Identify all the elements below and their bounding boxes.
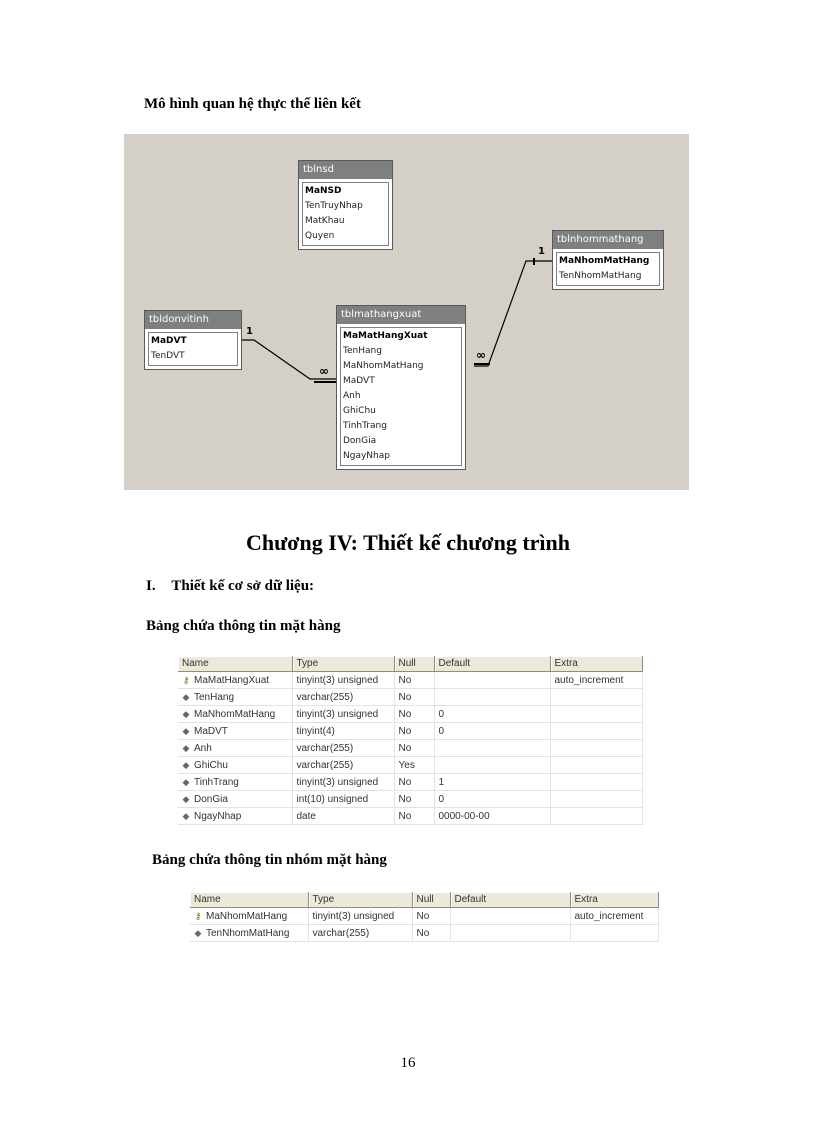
cell-name [190, 925, 308, 942]
cell-default [450, 925, 570, 942]
col-header-default[interactable]: Default [434, 656, 550, 672]
cell-type: tinyint(3) unsigned [292, 672, 394, 689]
field-name: MaMatHangXuat [194, 674, 270, 686]
entity-field: MaMatHangXuat [343, 331, 428, 341]
field-name: Anh [194, 742, 212, 754]
col-header-null[interactable]: Null [394, 656, 434, 672]
entity-field: Quyen [305, 231, 335, 241]
table-row[interactable] [190, 908, 658, 925]
field-name: MaDVT [194, 725, 228, 737]
cell-name [178, 791, 292, 808]
col-header-name[interactable]: Name [178, 656, 292, 672]
entity-field: MaNhomMatHang [343, 361, 424, 371]
cell-extra [550, 740, 642, 757]
cell-default: 1 [434, 774, 550, 791]
cell-null: No [394, 672, 434, 689]
cell-default: 0 [434, 723, 550, 740]
cell-name [190, 908, 308, 925]
cell-type: varchar(255) [292, 740, 394, 757]
key-icon: ⚷ [194, 910, 202, 921]
entity-tblnsd[interactable] [298, 160, 393, 250]
cell-type: date [292, 808, 394, 825]
col-header-name[interactable]: Name [190, 892, 308, 908]
field-icon: ◆ [182, 742, 190, 753]
table-header-row [190, 892, 658, 908]
entity-field: MaNhomMatHang [559, 256, 650, 266]
card-many-dvt: ∞ [319, 364, 329, 378]
cell-type: tinyint(3) unsigned [292, 774, 394, 791]
section-number: I. [146, 578, 156, 594]
col-header-extra[interactable]: Extra [570, 892, 658, 908]
cell-type: tinyint(4) [292, 723, 394, 740]
cell-type: varchar(255) [292, 689, 394, 706]
entity-field-list [556, 252, 660, 286]
col-header-type[interactable]: Type [292, 656, 394, 672]
entity-field: TenDVT [151, 351, 185, 361]
field-icon: ◆ [182, 708, 190, 719]
cell-default: 0 [434, 706, 550, 723]
card-one-dvt: 1 [246, 326, 253, 337]
entity-title: tblnhommathang [553, 231, 663, 249]
key-icon: ⚷ [182, 674, 190, 685]
cell-extra: auto_increment [550, 672, 642, 689]
entity-field: TenNhomMatHang [559, 271, 642, 281]
entity-field: MatKhau [305, 216, 345, 226]
chapter-title: Chương IV: Thiết kế chương trình [245, 530, 570, 555]
entity-field: GhiChu [343, 406, 376, 416]
cell-extra [550, 808, 642, 825]
field-icon: ◆ [194, 927, 202, 938]
entity-tbldonvitinh[interactable] [144, 310, 242, 370]
table-row[interactable] [178, 757, 642, 774]
table-row[interactable] [178, 723, 642, 740]
cell-null: Yes [394, 757, 434, 774]
cell-name [178, 774, 292, 791]
field-icon: ◆ [182, 810, 190, 821]
page-number: 16 [400, 1055, 416, 1071]
table-row[interactable] [178, 672, 642, 689]
cell-extra [570, 925, 658, 942]
cell-null: No [394, 689, 434, 706]
table-row[interactable] [178, 706, 642, 723]
entity-field-list [148, 332, 238, 366]
field-name: TinhTrang [194, 776, 239, 788]
cell-name [178, 740, 292, 757]
cell-type: tinyint(3) unsigned [308, 908, 412, 925]
section-heading [146, 578, 314, 595]
card-many-nhom: ∞ [476, 348, 486, 362]
table1-caption: Bảng chứa thông tin mặt hàng [146, 618, 341, 634]
cell-null: No [394, 791, 434, 808]
entity-field-list [302, 182, 389, 246]
table2-caption: Bảng chứa thông tin nhóm mặt hàng [152, 852, 387, 868]
er-diagram [124, 134, 689, 490]
table-row[interactable] [178, 791, 642, 808]
cell-default: 0000-00-00 [434, 808, 550, 825]
col-header-extra[interactable]: Extra [550, 656, 642, 672]
col-header-default[interactable]: Default [450, 892, 570, 908]
col-header-type[interactable]: Type [308, 892, 412, 908]
section-title: Thiết kế cơ sở dữ liệu: [171, 578, 315, 594]
cell-name [178, 808, 292, 825]
entity-field: MaDVT [343, 376, 375, 386]
field-icon: ◆ [182, 759, 190, 770]
cell-null: No [394, 774, 434, 791]
cell-default [450, 908, 570, 925]
cell-extra [550, 757, 642, 774]
field-icon: ◆ [182, 691, 190, 702]
cell-name [178, 757, 292, 774]
card-one-nhom: 1 [538, 246, 545, 257]
cell-type: tinyint(3) unsigned [292, 706, 394, 723]
table-header-row [178, 656, 642, 672]
entity-field: DonGia [343, 436, 377, 446]
cell-null: No [394, 740, 434, 757]
table-nhommathang-structure [190, 892, 659, 942]
field-name: TenHang [194, 691, 235, 703]
cell-name [178, 689, 292, 706]
entity-tblnhommathang[interactable] [552, 230, 664, 290]
cell-extra: auto_increment [570, 908, 658, 925]
entity-field: TenHang [343, 346, 382, 356]
cell-null: No [394, 723, 434, 740]
col-header-null[interactable]: Null [412, 892, 450, 908]
cell-type: varchar(255) [308, 925, 412, 942]
entity-field: NgayNhap [343, 451, 390, 461]
cell-null: No [394, 706, 434, 723]
field-name: NgayNhap [194, 810, 242, 822]
field-name: MaNhomMatHang [206, 910, 288, 922]
er-heading: Mô hình quan hệ thực thể liên kết [144, 96, 361, 112]
entity-field: MaDVT [151, 336, 187, 346]
field-icon: ◆ [182, 725, 190, 736]
entity-title: tblmathangxuat [337, 306, 465, 324]
table-row[interactable] [190, 925, 658, 942]
entity-title: tbldonvitinh [145, 311, 241, 329]
cell-default [434, 672, 550, 689]
cell-null: No [394, 808, 434, 825]
cell-default [434, 757, 550, 774]
entity-tblmathangxuat[interactable] [336, 305, 466, 470]
cell-name [178, 706, 292, 723]
cell-extra [550, 723, 642, 740]
field-name: DonGia [194, 793, 228, 805]
cell-null: No [412, 925, 450, 942]
table-row[interactable] [178, 689, 642, 706]
cell-default: 0 [434, 791, 550, 808]
table-row[interactable] [178, 774, 642, 791]
cell-extra [550, 689, 642, 706]
field-name: TenNhomMatHang [206, 927, 290, 939]
cell-extra [550, 706, 642, 723]
cell-name [178, 723, 292, 740]
table-row[interactable] [178, 740, 642, 757]
cell-null: No [412, 908, 450, 925]
cell-default [434, 740, 550, 757]
cell-extra [550, 774, 642, 791]
entity-field: Anh [343, 391, 361, 401]
entity-title: tblnsd [299, 161, 392, 179]
table-row[interactable] [178, 808, 642, 825]
entity-field: TinhTrang [343, 421, 387, 431]
field-icon: ◆ [182, 793, 190, 804]
entity-field: MaNSD [305, 186, 342, 196]
field-name: GhiChu [194, 759, 228, 771]
cell-extra [550, 791, 642, 808]
field-icon: ◆ [182, 776, 190, 787]
entity-field-list [340, 327, 462, 466]
cell-type: int(10) unsigned [292, 791, 394, 808]
cell-default [434, 689, 550, 706]
table-mathang-structure [178, 656, 643, 825]
field-name: MaNhomMatHang [194, 708, 276, 720]
cell-type: varchar(255) [292, 757, 394, 774]
cell-name [178, 672, 292, 689]
entity-field: TenTruyNhap [305, 201, 363, 211]
